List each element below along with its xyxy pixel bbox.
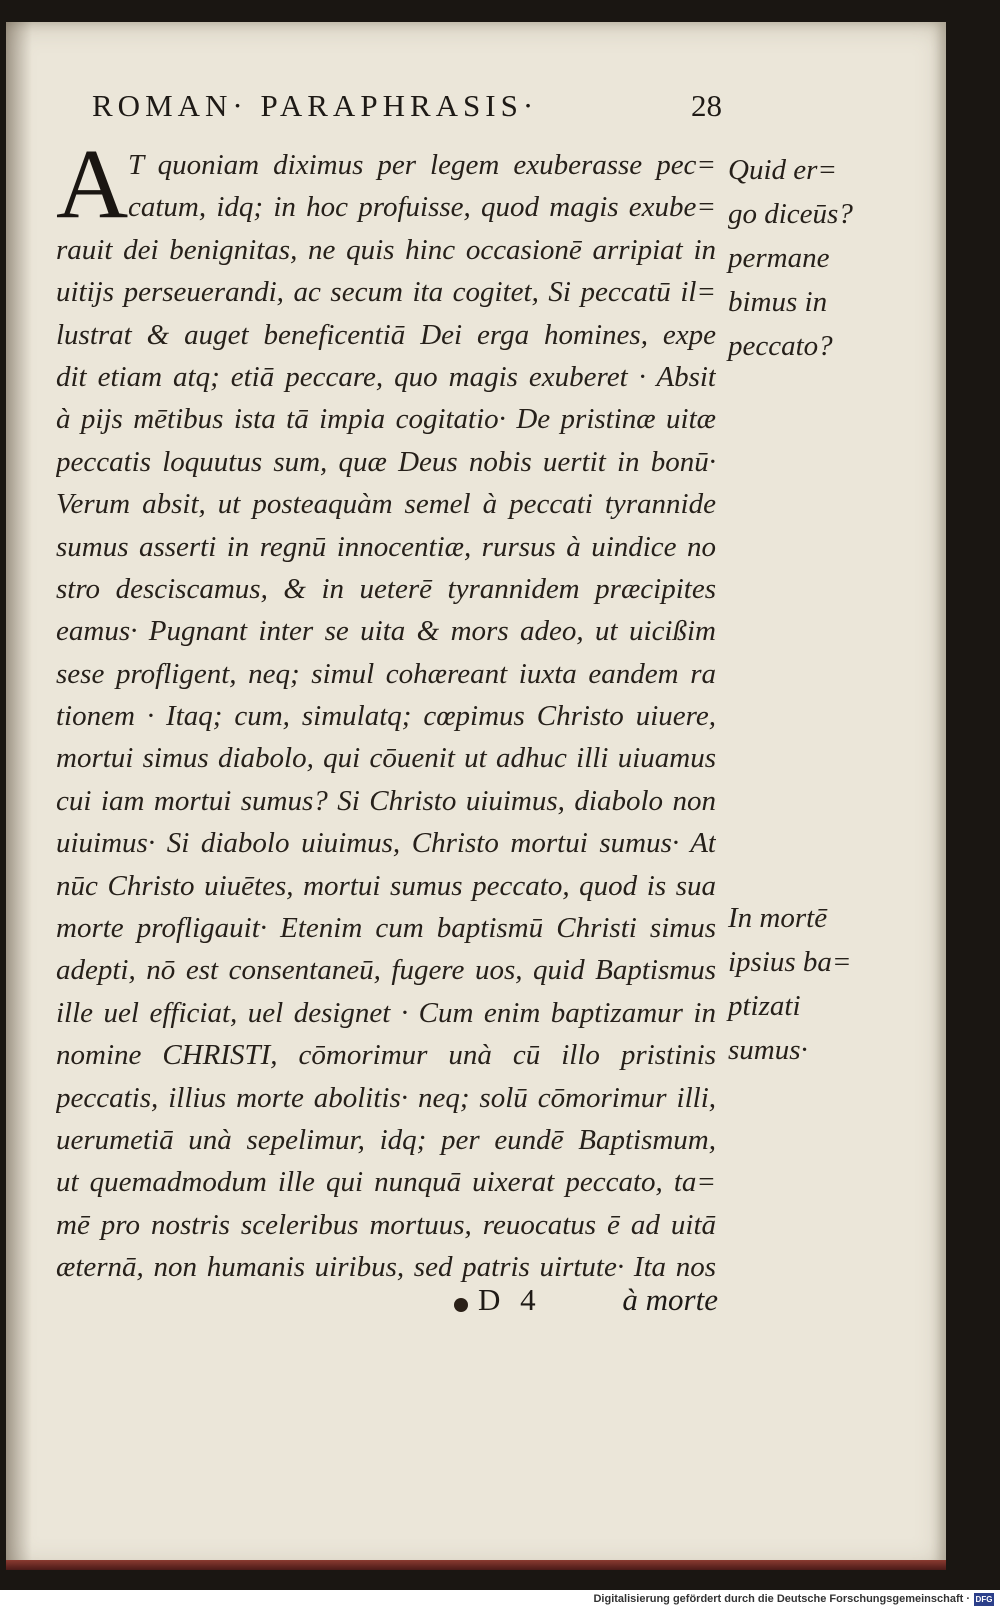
marginal-line: sumus·: [728, 1034, 808, 1066]
text-line: lustrat & auget beneficentiā Dei erga homines, expe: [56, 318, 716, 351]
text-line: cui iam mortui sumus? Si Christo uiuimus, diabolo non: [56, 784, 716, 817]
text-line: nomine CHRISTI, cōmorimur unà cū illo pristinis: [56, 1039, 716, 1072]
marginal-line: permane: [728, 242, 830, 274]
text-line: rauit dei benignitas, ne quis hinc occasionē arripiat in: [56, 233, 716, 266]
text-line: eamus· Pugnant inter se uita & mors adeo, ut uicißim: [56, 615, 716, 648]
drop-cap: A: [56, 128, 129, 239]
text-line: peccatis, illius morte abolitis· neq; solū cōmorimur illi,: [56, 1081, 716, 1114]
marginal-line: bimus in: [728, 286, 828, 318]
marginal-note: [728, 148, 868, 368]
text-line: uiuimus· Si diabolo uiuimus, Christo mortui sumus· At: [56, 827, 716, 860]
text-line: peccatis loquutus sum, quæ Deus nobis uertit in bonū·: [56, 445, 716, 478]
signature-mark: D 4: [478, 1282, 542, 1317]
page-binding-shadow: [6, 22, 32, 1570]
text-line: mortui simus diabolo, qui cōuenit ut adhuc illi uiuamus: [56, 742, 716, 775]
running-head: ROMAN· PARAPHRASIS·: [92, 88, 539, 123]
bullet-dot-icon: [454, 1298, 468, 1312]
signature-line: [450, 1282, 718, 1326]
text-line: T quoniam diximus per legem exuberasse pec=: [128, 149, 716, 181]
text-line: adepti, nō est consentaneū, fugere uos, quid Baptismus: [56, 954, 716, 987]
text-line: ut quemadmodum ille qui nunquā uixerat peccato, ta=: [56, 1166, 716, 1199]
text-line: à pijs mētibus ista tā impia cogitatio· De pristinæ uitæ: [56, 403, 716, 436]
text-line: morte profligauit· Etenim cum baptismū Christi simus: [56, 912, 716, 945]
marginal-line: peccato?: [728, 330, 833, 362]
digitization-footer: [0, 1590, 1000, 1611]
dfg-logo-icon: DFG: [975, 1595, 993, 1604]
catchword: à morte: [622, 1282, 718, 1317]
folio-number: 28: [691, 88, 722, 123]
text-line: æternā, non humanis uiribus, sed patris uirtute· Ita nos: [56, 1251, 716, 1284]
marginal-note: [728, 896, 868, 1072]
text-line: uerumetiā unà sepelimur, idq; per eundē Baptismum,: [56, 1123, 716, 1156]
marginal-line: Quid er=: [728, 154, 837, 186]
marginal-line: go diceūs?: [728, 198, 853, 230]
marginal-line: ipsius ba=: [728, 946, 852, 978]
text-line: tionem · Itaq; cum, simulatq; cœpimus Christo uiuere,: [56, 700, 716, 733]
footer-credit: Digitalisierung gefördert durch die Deutsche Forschungsgemeinschaft ·: [593, 1593, 970, 1605]
text-line: sumus asserti in regnū innocentiæ, rursus à uindice no: [56, 530, 716, 563]
page-header: [92, 88, 722, 128]
marginal-line: ptizati: [728, 990, 801, 1022]
text-line: sese profligent, neq; simul cohæreant iuxta eandem ra: [56, 657, 716, 690]
text-line: stro desciscamus, & in ueterē tyrannidem præcipites: [56, 572, 716, 605]
text-line: Verum absit, ut posteaquàm semel à peccati tyrannide: [56, 488, 716, 521]
text-line: ille uel efficiat, uel designet · Cum enim baptizamur in: [56, 996, 716, 1029]
marginal-line: In mortē: [728, 902, 828, 934]
page-bottom-edge: [6, 1560, 946, 1570]
text-line: uitijs perseuerandi, ac secum ita cogitet, Si peccatū il=: [56, 276, 716, 309]
body-text: [56, 144, 716, 1289]
text-line: mē pro nostris sceleribus mortuus, reuocatus ē ad uitā: [56, 1208, 716, 1241]
text-line: dit etiam atq; etiā peccare, quo magis exuberet · Absit: [56, 360, 716, 393]
text-line: nūc Christo uiuētes, mortui sumus peccato, quod is sua: [56, 869, 716, 902]
text-line: catum, idq; in hoc profuisse, quod magis exube=: [128, 191, 716, 224]
